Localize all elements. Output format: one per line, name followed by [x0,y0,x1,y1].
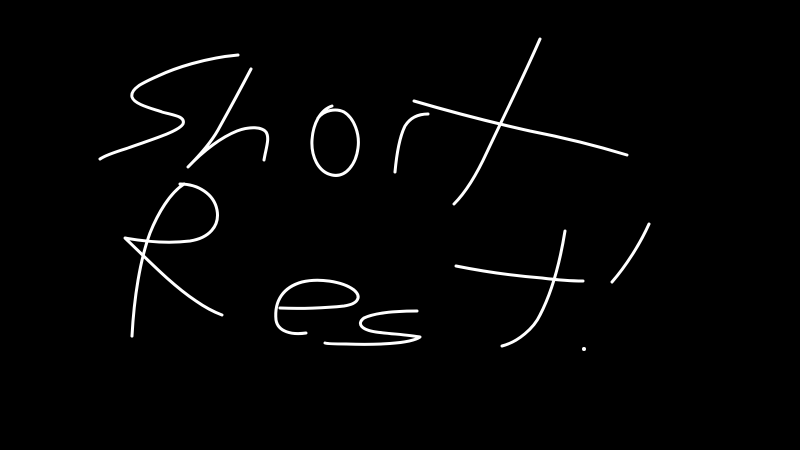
letter-r-stem-stroke [132,184,184,336]
letter-t-stem-stroke [454,39,540,204]
letter-r-bowl-stroke [125,184,222,315]
letter-t-cross-stroke [414,101,627,155]
letter-r-stroke [395,114,428,172]
letter-h-stroke [188,69,268,167]
letter-t-cross-stroke-2 [456,266,583,281]
letter-o-stroke [312,106,358,175]
letter-e-stroke [276,280,358,333]
letter-s-stroke-2 [325,311,420,344]
handwritten-word-rest [125,184,649,351]
exclamation-dot [582,347,586,351]
letter-t-stem-stroke-2 [502,231,565,346]
handwritten-word-short [100,39,627,204]
letter-s-stroke [100,55,238,159]
exclamation-line-stroke [612,224,649,282]
